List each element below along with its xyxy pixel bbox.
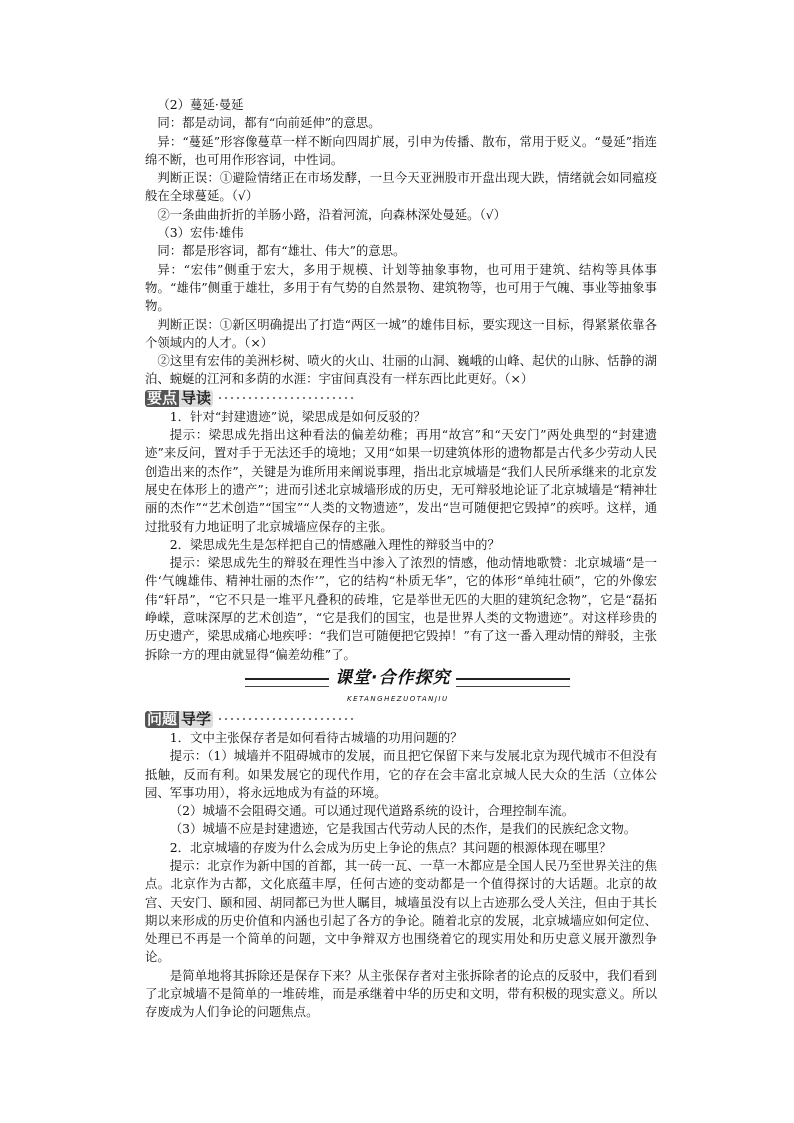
question: 2．梁思成先生是怎样把自己的情感融入理性的辩驳当中的？ <box>169 536 500 552</box>
dotted-rule <box>217 716 357 722</box>
answer: （2）城墙不会阻碍交通。可以通过现代道路系统的设计，合理控制车流。 <box>169 803 575 819</box>
section-label-part1: 要点 <box>147 388 178 407</box>
paragraph: ②一条曲曲折折的羊肠小路，沿着河流，向森林深处曼延。（√） <box>157 206 507 222</box>
banner-title: 课堂·合作探究 <box>329 668 456 688</box>
dotted-rule <box>217 395 357 401</box>
section-label-part1: 问题 <box>147 709 178 728</box>
word-pair-heading: （3）宏伟·雄伟 <box>157 225 244 241</box>
answer: 是简单地将其拆除还是保存下来？从主张保存者对主张拆除者的论点的反驳中，我们看到了北京城墙不是简单的一堆砖堆，而是承继着中华的历史和文明，带有积极的现实意义。所以存废成为人们争论的问题焦点。 <box>145 967 657 1020</box>
question: 1．文中主张保存者是如何看待古城墙的功用问题的？ <box>169 729 463 745</box>
question: 2．北京城墙的存废为什么会成为历史上争论的焦点？其问题的根源体现在哪里？ <box>169 839 612 855</box>
paragraph: 异：“宏伟”侧重于宏大，多用于规模、计划等抽象事物，也可用于建筑、结构等具体事物。“雄伟”侧重于雄壮，多用于有气势的自然景物、建筑物等，也可用于气魄、事业等抽象事物。 <box>145 261 657 314</box>
question: 1．针对“封建遗迹”说，梁思成是如何反驳的？ <box>169 408 426 424</box>
answer: 提示：（1）城墙并不阻碍城市的发展，而且把它保留下来与发展北京为现代城市不但没有抵触，反而有利。如果发展它的现代作用，它的存在会丰富北京城人民大众的生活（立体公园、军事功用），将永远地成为有益的环境。 <box>145 748 657 800</box>
section-header-wenti <box>145 710 657 729</box>
banner-pinyin: KETANGHEZUOTANJIU <box>347 694 449 703</box>
paragraph: ②这里有宏伟的美洲杉树、喷火的火山、壮丽的山洞、巍峨的山峰、起伏的山脉、恬静的湖泊、蜿蜒的江河和多荫的水涯：宇宙间真没有一样东西比此更好。（×） <box>145 353 657 387</box>
paragraph: 异：“蔓延”形容像蔓草一样不断向四周扩展，引申为传播、散布，常用于贬义。“曼延”指连绵不断，也可用作形容词，中性词。 <box>145 133 657 167</box>
section-label-part2: 导学 <box>181 709 212 728</box>
chapter-banner <box>245 668 570 704</box>
paragraph: 判断正误：①新区明确提出了打造“两区一城”的雄伟目标，要实现这一目标，得紧紧依靠各个领域内的人才。（×） <box>145 316 657 350</box>
word-pair-heading: （2）蔓延·曼延 <box>157 97 244 112</box>
section-label <box>145 390 213 407</box>
answer: 提示：梁思成先生的辩驳在理性当中渗入了浓烈的情感，他动情地歌赞：北京城墙“是一件‘气魄雄伟、精神壮丽的杰作’”，它的结构“朴质无华”，它的体形“单纯壮硕”，它的外像宏伟“轩昂”，“它不只是一堆平凡叠积的砖堆，它是举世无匹的大胆的建筑纪念物”，它是“磊拓峥嵘，意味深厚的艺术创造”，“它是我们的国宝，也是世界人类的文物遗迹”。对这样珍贵的历史遗产，梁思成痛心地疾呼：“我们岂可随便把它毁掉！”有了这一番入理动情的辩驳，主张拆除一方的理由就显得“偏差幼稚”了。 <box>145 555 657 662</box>
answer: （3）城墙不应是封建遗迹，它是我国古代劳动人民的杰作，是我们的民族纪念文物。 <box>169 821 637 837</box>
paragraph: 同：都是形容词，都有“雄壮、伟大”的意思。 <box>157 243 406 259</box>
page-content <box>145 96 657 1022</box>
section-header-yaodian <box>145 389 657 408</box>
paragraph: 同：都是动词，都有“向前延伸”的意思。 <box>157 115 381 131</box>
answer: 提示：北京作为新中国的首都，其一砖一瓦、一草一木都应是全国人民乃至世界关注的焦点。北京作为古都，文化底蕴丰厚，任何古迹的变动都是一个值得探讨的大话题。北京的故宫、天安门、颐和园、胡同都已为世人瞩目，城墙虽没有以上古迹那么受人关注，但由于其长期以来形成的历史价值和内涵也引起了各方的争论。随着北京的发展，北京城墙应如何定位、处理已不再是一个简单的问题，文中争辩双方也围绕着它的现实用处和历史意义展开激烈争论。 <box>145 857 657 965</box>
section-label-part2: 导读 <box>181 388 212 407</box>
paragraph: 判断正误：①避险情绪正在市场发酵，一旦今天亚洲股市开盘出现大跌，情绪就会如同瘟疫般在全球蔓延。（√） <box>145 170 657 204</box>
answer: 提示：梁思成先指出这种看法的偏差幼稚；再用“故宫”和“天安门”两处典型的“封建遗迹”来反问，置对手于无法还手的境地；又用“如果一切建筑体形的遗物都是古代多少劳动人民创造出来的杰作”，关键是为谁所用来阐说事理，指出北京城墙是“我们人民所承继来的北京发展史在体形上的遗产”；进而引述北京城墙形成的历史，无可辩驳地论证了北京城墙是“精神壮丽的杰作”“艺术创造”“国宝”“人类的文物遗迹”，发出“岂可随便把它毁掉”的疾呼。这样，通过批驳有力地证明了北京城墙应保存的主张。 <box>145 427 657 534</box>
section-label <box>145 711 213 728</box>
